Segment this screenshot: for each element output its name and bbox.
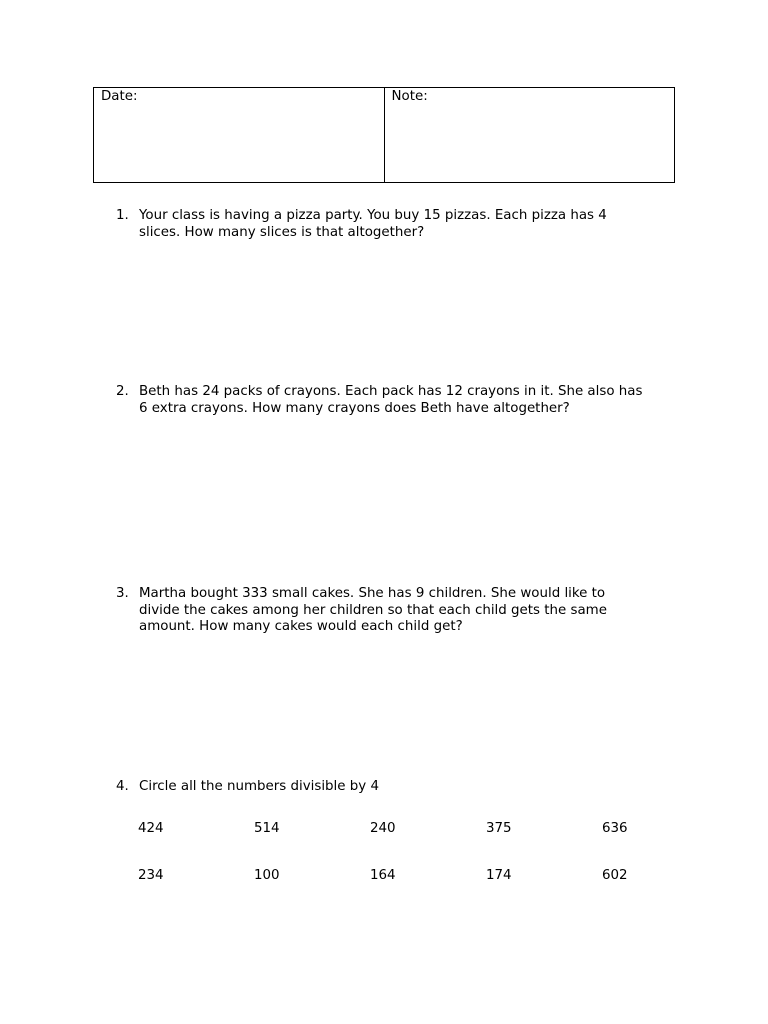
question-line: Martha bought 333 small cakes. She has 9 children. She would like to	[139, 586, 606, 601]
question-4	[116, 779, 676, 796]
question-text	[139, 779, 676, 796]
note-label: Note:	[391, 89, 428, 104]
question-number: 1.	[116, 208, 129, 223]
header-table	[93, 87, 675, 183]
date-label: Date:	[101, 89, 138, 104]
number-item[interactable]: 514	[254, 821, 280, 836]
question-number: 3.	[116, 586, 129, 601]
question-text	[139, 208, 676, 241]
question-line: amount. How many cakes would each child get?	[139, 619, 463, 634]
number-item[interactable]: 164	[370, 868, 396, 883]
question-line: 6 extra crayons. How many crayons does Beth have altogether?	[139, 400, 570, 416]
question-1	[116, 208, 676, 241]
number-item[interactable]: 174	[486, 868, 512, 883]
question-3	[116, 586, 676, 636]
question-text	[139, 384, 676, 417]
question-line: slices. How many slices is that altogether?	[139, 224, 425, 240]
number-item[interactable]: 234	[138, 868, 164, 883]
number-item[interactable]: 240	[370, 821, 396, 836]
question-line: Your class is having a pizza party. You buy 15 pizzas. Each pizza has 4	[139, 208, 607, 223]
note-cell[interactable]	[384, 88, 675, 182]
question-line: Beth has 24 packs of crayons. Each pack has 12 crayons in it. She also has	[139, 384, 643, 399]
question-line: divide the cakes among her children so that each child gets the same	[139, 602, 607, 618]
question-number: 2.	[116, 384, 129, 399]
number-item[interactable]: 424	[138, 821, 164, 836]
number-item[interactable]: 602	[602, 868, 628, 883]
question-line: Circle all the numbers divisible by 4	[139, 779, 379, 794]
question-text	[139, 586, 676, 636]
date-cell[interactable]	[94, 88, 384, 182]
number-item[interactable]: 636	[602, 821, 628, 836]
number-item[interactable]: 375	[486, 821, 512, 836]
number-item[interactable]: 100	[254, 868, 280, 883]
question-2	[116, 384, 676, 417]
question-number: 4.	[116, 779, 129, 794]
